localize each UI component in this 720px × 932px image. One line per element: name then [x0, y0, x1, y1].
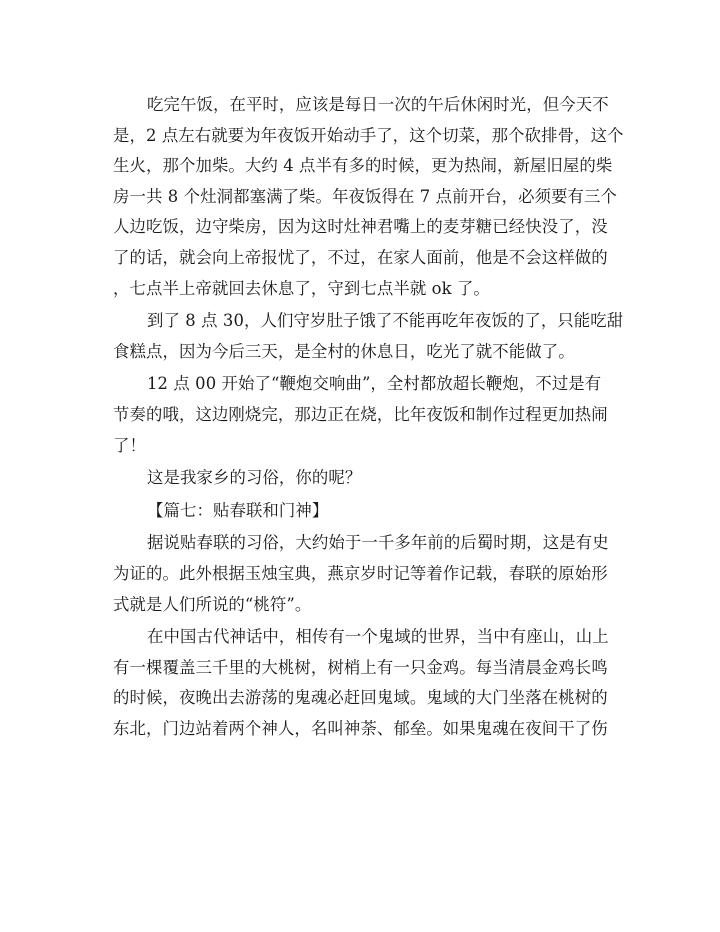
- text-line: 生火，那个加柴。大约 4 点半有多的时候，更为热闹，新屋旧屋的柴: [113, 156, 613, 176]
- text-line: 的时候，夜晚出去游荡的鬼魂必赶回鬼域。鬼域的大门坐落在桃树的: [113, 688, 608, 708]
- text-line: 有一棵覆盖三千里的大桃树，树梢上有一只金鸡。每当清晨金鸡长鸣: [113, 657, 608, 677]
- paragraph-firecrackers: [113, 369, 610, 461]
- text-line: 12 点 00 开始了“鞭炮交响曲”，全村都放超长鞭炮，不过是有: [147, 374, 602, 394]
- text-line: 了！: [113, 435, 146, 455]
- paragraph-new-year-dinner: [113, 90, 624, 304]
- paragraph-couplet-origin: [113, 528, 610, 620]
- text-line: 吃完午饭，在平时，应该是每日一次的午后休闲时光，但今天不: [147, 95, 609, 114]
- text-line: 为证的。此外根据玉烛宝典，燕京岁时记等着作记载，春联的原始形: [113, 563, 608, 583]
- text-line: ，七点半上帝就回去休息了，守到七点半就 ok 了。: [113, 278, 490, 298]
- paragraph-closing-question: [113, 463, 610, 494]
- text-line: 人边吃饭，边守柴房，因为这时灶神君嘴上的麦芽糖已经快没了，没: [113, 217, 608, 237]
- text-line: 据说贴春联的习俗，大约始于一千多年前的后蜀时期，这是有史: [147, 533, 609, 553]
- paragraph-myth: [113, 622, 610, 744]
- text-line: 房一共 8 个灶洞都塞满了柴。年夜饭得在 7 点前开台，必须要有三个: [113, 186, 618, 206]
- section-title: 【篇七：贴春联和门神】: [147, 500, 329, 520]
- section-heading: [113, 496, 610, 527]
- text-line: 这是我家乡的习俗，你的呢？: [147, 468, 362, 488]
- document-body: [113, 90, 624, 746]
- text-line: 是，2 点左右就要为年夜饭开始动手了，这个切菜，那个砍排骨，这个: [113, 125, 624, 145]
- paragraph-staying-up: [113, 306, 624, 367]
- text-line: 了的话，就会向上帝报忧了，不过，在家人面前，他是不会这样做的: [113, 247, 608, 267]
- text-line: 节奏的哦，这边刚烧完，那边正在烧，比年夜饭和制作过程更加热闹: [113, 404, 608, 424]
- text-line: 在中国古代神话中，相传有一个鬼域的世界，当中有座山，山上: [147, 627, 609, 647]
- text-line: 到了 8 点 30，人们守岁肚子饿了不能再吃年夜饭的了，只能吃甜: [147, 311, 624, 331]
- text-line: 食糕点，因为今后三天，是全村的休息日，吃光了就不能做了。: [113, 341, 575, 361]
- text-line: 式就是人们所说的“桃符”。: [113, 594, 312, 614]
- text-line: 东北，门边站着两个神人，名叫神荼、郁垒。如果鬼魂在夜间干了伤: [113, 718, 608, 738]
